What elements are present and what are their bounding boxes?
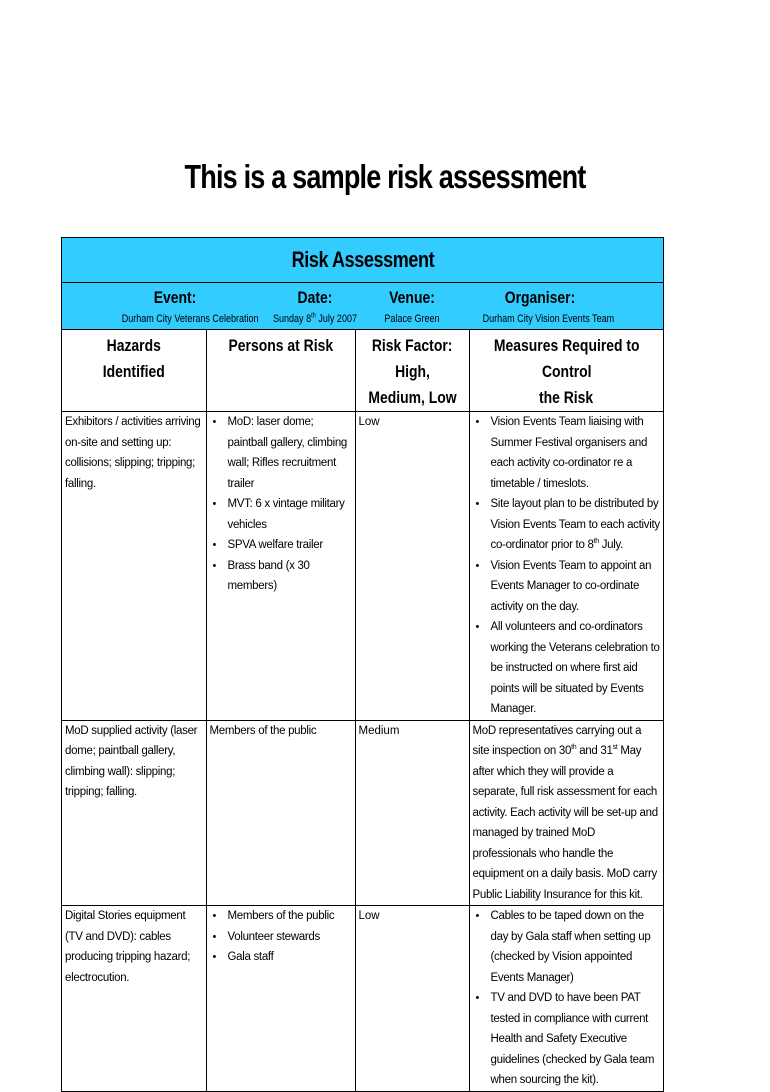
hazard-cell: Exhibitors / activities arriving on-site and setting up: collisions; slipping; tripping; falling. — [62, 412, 206, 721]
list-item: • All volunteers and co-ordinators working the Veterans celebration to be instructed on where first aid points will be situated by Events Manager. — [491, 617, 661, 720]
table-banner — [62, 238, 663, 283]
hazard-cell: MoD supplied activity (laser dome; paintball gallery, climbing wall): slipping; tripping; falling. — [62, 720, 206, 906]
list-item: • TV and DVD to have been PAT tested in compliance with current Health and Safety Executive guidelines (checked by Gala team when sourcing the kit). — [491, 988, 661, 1091]
table-header-row — [62, 330, 663, 412]
measures-cell — [469, 906, 663, 1092]
event-info-row — [62, 283, 663, 330]
persons-cell: Members of the public — [206, 720, 355, 906]
measures-cell — [469, 412, 663, 721]
page-title: This is a sample risk assessment — [184, 158, 586, 195]
risk-cell: Medium — [355, 720, 469, 906]
event-label: Event: — [153, 288, 197, 307]
event-value: Durham City Veterans Celebration — [121, 313, 259, 325]
persons-cell — [206, 906, 355, 1092]
banner-title: Risk Assessment — [291, 247, 434, 272]
table-row — [62, 720, 663, 906]
risk-assessment-table — [61, 237, 664, 1092]
organiser-label: Organiser: — [504, 288, 576, 307]
list-item: • Members of the public — [228, 906, 352, 927]
hazard-cell: Digital Stories equipment (TV and DVD): cables producing tripping hazard; electrocution. — [62, 906, 206, 1092]
list-item: • SPVA welfare trailer — [228, 535, 352, 556]
venue-value: Palace Green — [384, 313, 440, 325]
list-item: • Vision Events Team liaising with Summer Festival organisers and each activity co-ordinator re a timetable / timeslots. — [491, 412, 661, 494]
header-measures: Measures Required to Control the Risk — [469, 330, 663, 412]
organiser-info — [470, 283, 615, 325]
list-item: • Vision Events Team to appoint an Events Manager to co-ordinate activity on the day. — [491, 556, 661, 618]
list-item: • Brass band (x 30 members) — [228, 556, 352, 597]
list-item: • Cables to be taped down on the day by Gala staff when setting up (checked by Vision appointed Events Manager) — [491, 906, 661, 988]
list-item: • Gala staff — [228, 947, 352, 968]
risk-table — [62, 330, 663, 1092]
measures-cell: MoD representatives carrying out a site inspection on 30th and 31st May after which they will provide a separate, full risk assessment for each activity. Each activity will be set-up and managed by trained MoD professionals who handle the equipment on a daily basis. MoD carry Public Liability Insurance for this kit. — [469, 720, 663, 906]
persons-cell — [206, 412, 355, 721]
event-info — [110, 283, 259, 325]
list-item: • Volunteer stewards — [228, 927, 352, 948]
table-row — [62, 906, 663, 1092]
risk-cell: Low — [355, 412, 469, 721]
table-row — [62, 412, 663, 721]
date-label: Date: — [297, 288, 333, 307]
venue-label: Venue: — [389, 288, 435, 307]
list-item: • MVT: 6 x vintage military vehicles — [228, 494, 352, 535]
list-item: • Site layout plan to be distributed by Vision Events Team to each activity co-ordinator prior to 8th July. — [491, 494, 661, 556]
header-risk-factor: Risk Factor: High, Medium, Low — [355, 330, 469, 412]
organiser-value: Durham City Vision Events Team — [482, 313, 615, 325]
date-info — [260, 283, 370, 325]
list-item: • MoD: laser dome; paintball gallery, climbing wall; Rifles recruitment trailer — [228, 412, 352, 494]
date-value: Sunday 8th July 2007 — [272, 312, 358, 325]
risk-cell: Low — [355, 906, 469, 1092]
header-hazards: Hazards Identified — [62, 330, 206, 412]
venue-info — [367, 283, 457, 325]
header-persons: Persons at Risk — [206, 330, 355, 412]
